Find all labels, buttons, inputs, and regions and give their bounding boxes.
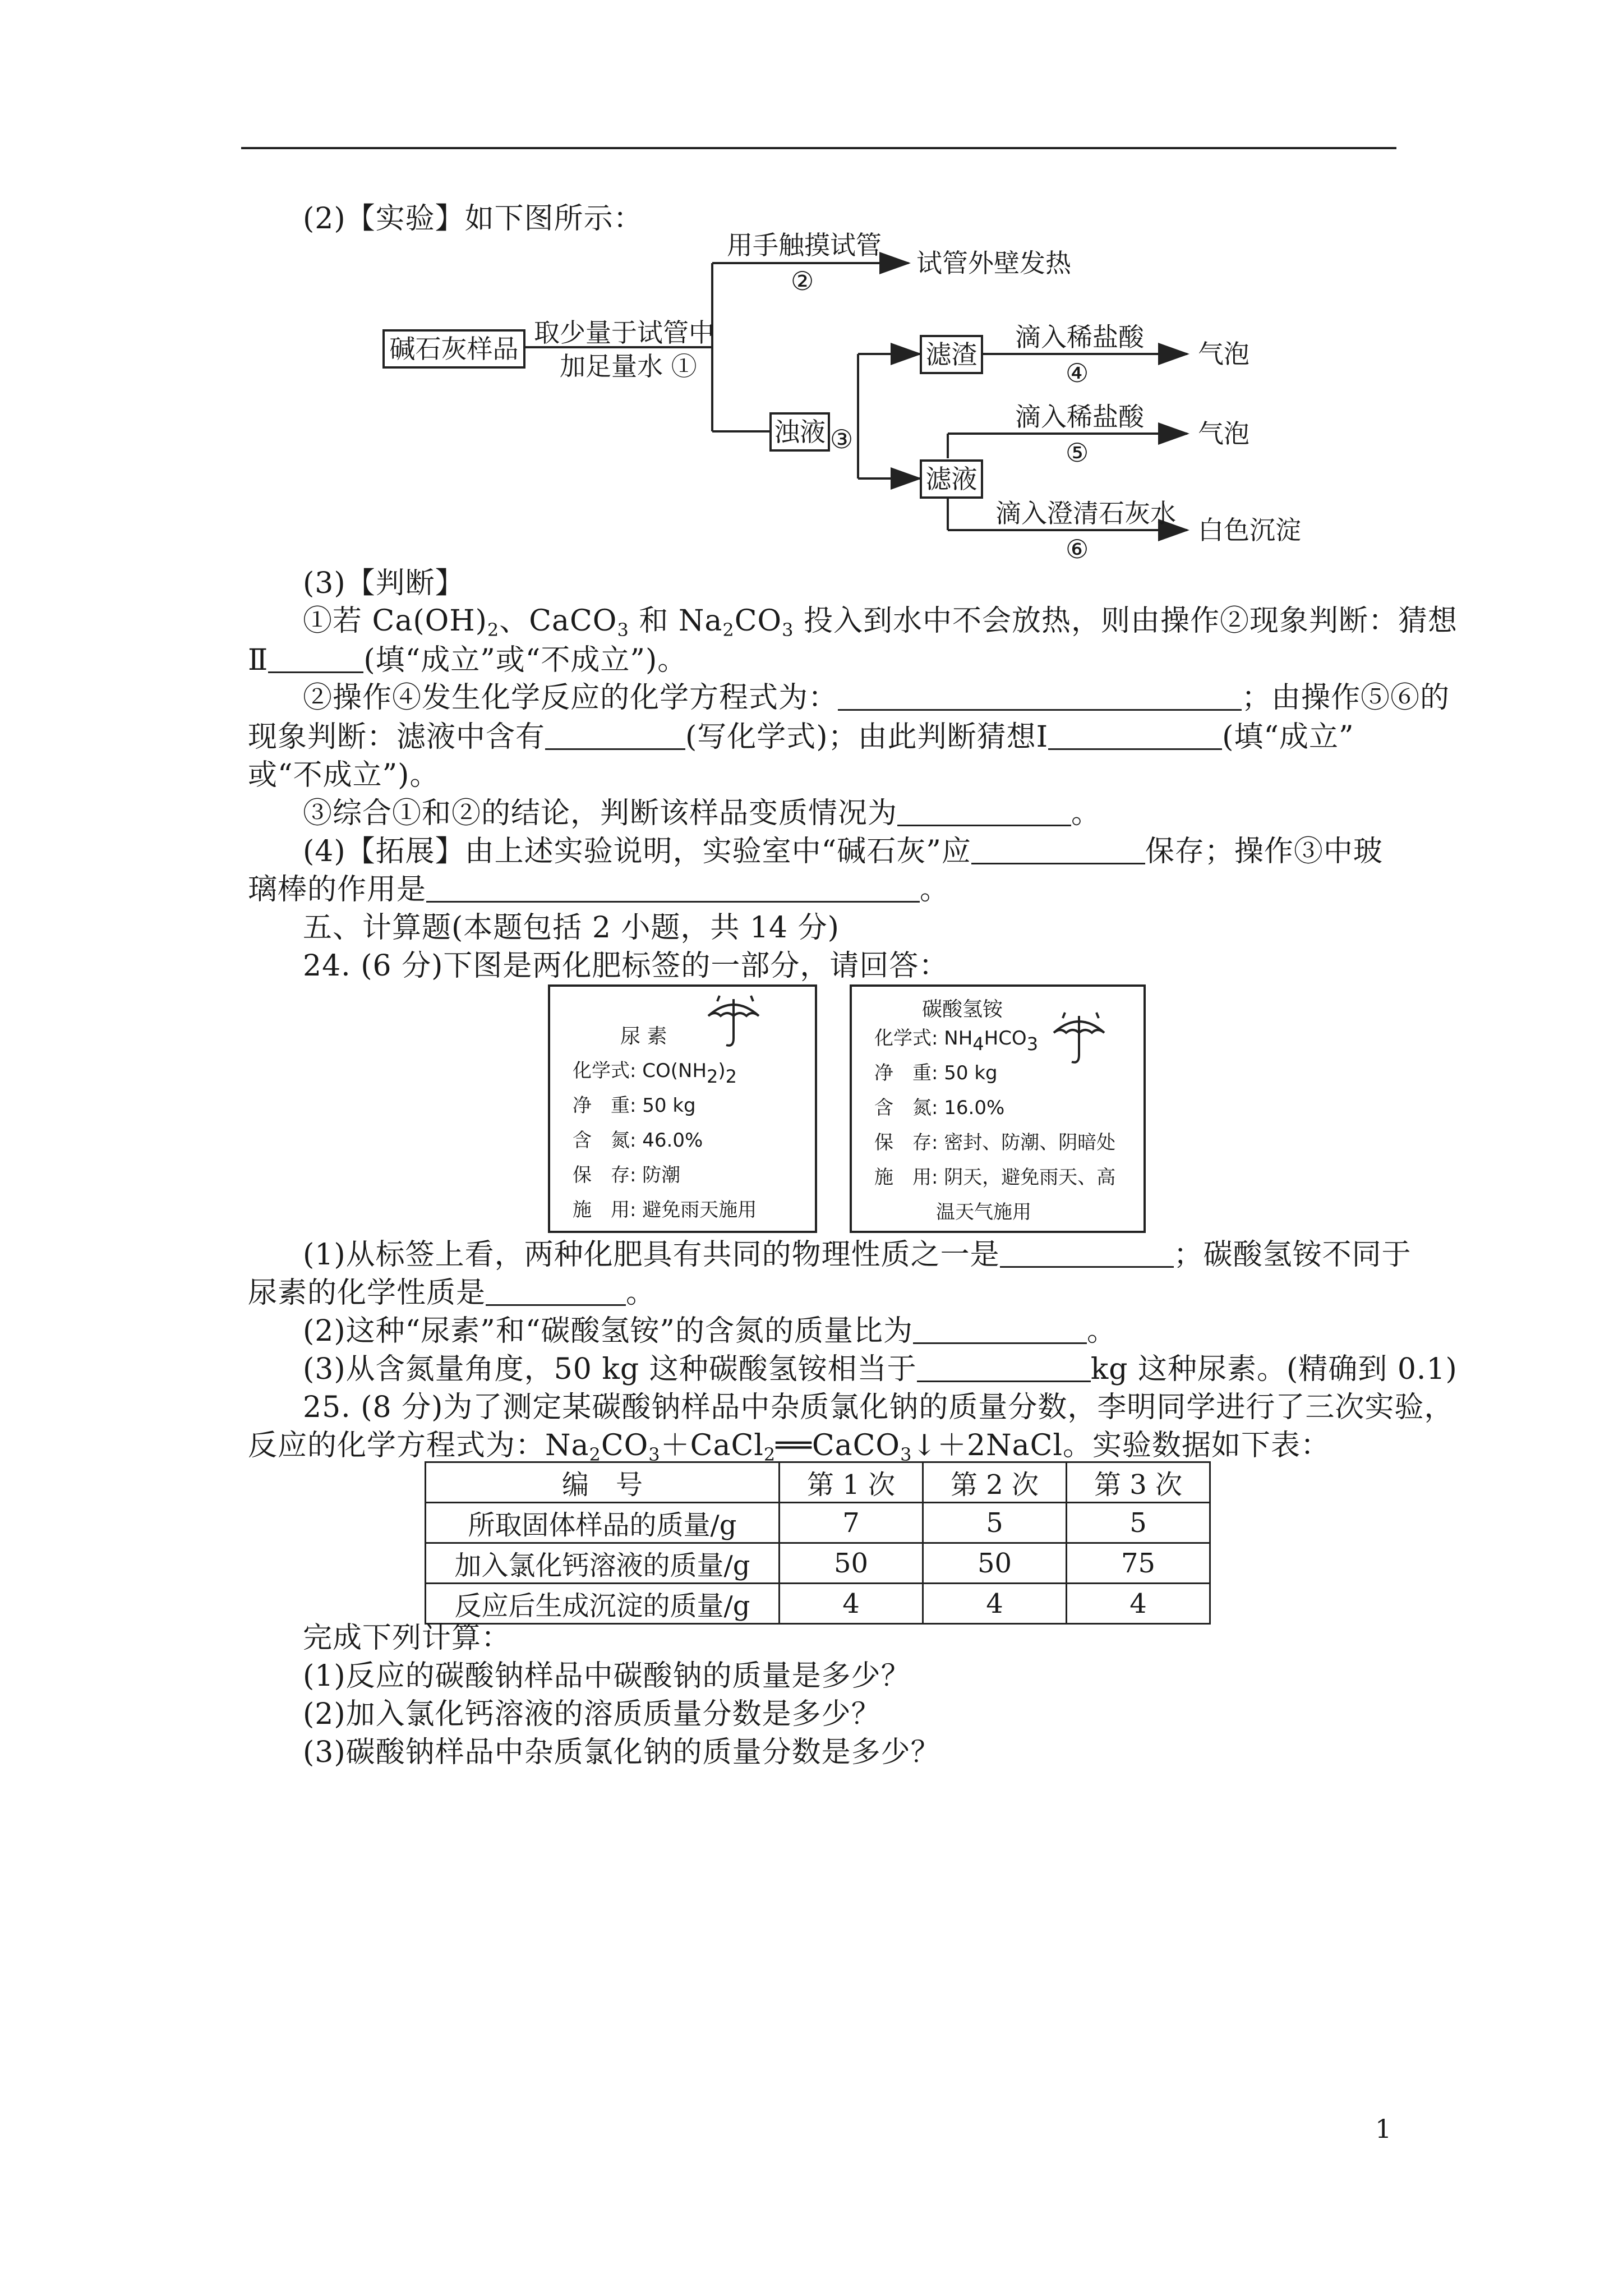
urea-storage: 保 存: 防潮 (573, 1164, 681, 1186)
q24-part1-line-2: 尿素的化学性质是 。 (248, 1276, 656, 1310)
table-cell: 50 (780, 1543, 923, 1584)
table-cell: 加入氯化钙溶液的质量/g (426, 1543, 780, 1584)
step1-label-bottom: 加足量水 ① (560, 351, 697, 381)
step6-result: 白色沉淀 (1198, 515, 1301, 545)
question-25-intro: 25. (8 分)为了测定某碳酸钠样品中杂质氯化钠的质量分数，李明同学进行了三次实验， (303, 1391, 1454, 1424)
step5-result: 气泡 (1198, 418, 1249, 449)
table-cell: 4 (780, 1584, 923, 1624)
judgment-1-line-2: Ⅱ (填“成立”或“不成立”)。 (248, 643, 688, 677)
answer-blank[interactable] (545, 721, 685, 750)
answer-blank[interactable] (913, 1315, 1087, 1344)
abc-formula: 化学式: $NH_4HCO_3$ (874, 1027, 1039, 1055)
step3-number: ③ (830, 424, 854, 454)
table-cell: 75 (1067, 1543, 1210, 1584)
abc-title: 碳酸氢铵 (922, 998, 1003, 1021)
step2-result: 试管外壁发热 (916, 248, 1071, 278)
umbrella-icon (703, 992, 764, 1054)
flow-connector-lines (381, 227, 1335, 575)
answer-blank[interactable] (838, 682, 1242, 711)
judgment-heading: (3)【判断】 (303, 567, 465, 600)
step2-label: 用手触摸试管 (727, 230, 882, 260)
answer-blank[interactable] (897, 798, 1071, 826)
table-header-cell: 编 号 (426, 1462, 780, 1503)
extension-line-2: 璃棒的作用是 。 (248, 873, 950, 907)
step5-number: ⑤ (1066, 438, 1089, 468)
table-header-row (426, 1462, 1210, 1503)
table-cell: 4 (923, 1584, 1067, 1624)
calc-instruction: 完成下列计算： (303, 1621, 511, 1655)
judgment-3-line: ③综合①和②的结论，判断该样品变质情况为 。 (303, 797, 1101, 830)
section-5-heading: 五、计算题(本题包括 2 小题，共 14 分) (303, 911, 840, 945)
table-cell: 7 (780, 1503, 923, 1543)
abc-usage-2: 温天气施用 (936, 1201, 1031, 1223)
table-row (426, 1584, 1210, 1624)
urea-title: 尿 素 (620, 1025, 667, 1048)
table-header-cell: 第 2 次 (923, 1462, 1067, 1503)
table-cell: 5 (923, 1503, 1067, 1543)
table-row (426, 1503, 1210, 1543)
answer-blank[interactable] (971, 836, 1145, 864)
abc-nitrogen: 含 氮: 16.0% (874, 1097, 1005, 1119)
table-cell: 4 (1067, 1584, 1210, 1624)
page-number: 1 (1375, 2114, 1392, 2144)
q24-part3-line: (3)从含氮量角度，50 kg 这种碳酸氢铵相当于 kg 这种尿素。(精确到 0.1) (303, 1352, 1458, 1386)
sample-box: 碱石灰样品 (382, 329, 525, 369)
judgment-1-line: ①若 $Ca(OH)_2$、CaCO$_3$ 和 $Na_2CO_3$ 投入到水中不会放热，则由操作②现象判断：猜想 (303, 604, 1458, 641)
judgment-2-line-3: 或“不成立”)。 (248, 758, 440, 792)
table-cell: 50 (923, 1543, 1067, 1584)
calc-question-1: (1)反应的碳酸钠样品中碳酸钠的质量是多少？ (303, 1659, 911, 1693)
abc-weight: 净 重: 50 kg (874, 1062, 998, 1084)
answer-blank[interactable] (268, 645, 363, 673)
header-rule (241, 147, 1396, 149)
turbid-liquid-box: 浊液 (769, 412, 830, 452)
experiment-heading: (2)【实验】如下图所示： (303, 202, 643, 236)
urea-formula: 化学式: $CO(NH_2)_2$ (573, 1060, 737, 1087)
question-24-intro: 24. (6 分)下图是两化肥标签的一部分，请回答： (303, 949, 949, 983)
table-cell: 反应后生成沉淀的质量/g (426, 1584, 780, 1624)
step4-result: 气泡 (1198, 339, 1249, 369)
step5-label: 滴入稀盐酸 (1015, 402, 1144, 432)
answer-blank[interactable] (1048, 721, 1222, 750)
table-cell: 所取固体样品的质量/g (426, 1503, 780, 1543)
umbrella-icon (1048, 1009, 1110, 1071)
calc-question-2: (2)加入氯化钙溶液的溶质质量分数是多少？ (303, 1697, 881, 1731)
step4-label: 滴入稀盐酸 (1015, 322, 1144, 352)
abc-usage-1: 施 用: 阴天，避免雨天、高 (874, 1166, 1116, 1189)
step1-label-top: 取少量于试管中 (534, 318, 714, 348)
urea-nitrogen: 含 氮: 46.0% (573, 1129, 703, 1152)
step6-number: ⑥ (1066, 534, 1089, 564)
judgment-2-line-2: 现象判断：滤液中含有 (写化学式)；由此判断猜想Ⅰ (填“成立” (248, 720, 1354, 754)
urea-usage: 施 用: 避免雨天施用 (573, 1199, 757, 1221)
step2-number: ② (791, 266, 814, 296)
answer-blank[interactable] (426, 874, 920, 903)
answer-blank[interactable] (486, 1277, 626, 1306)
answer-blank[interactable] (917, 1354, 1091, 1382)
step6-label: 滴入澄清石灰水 (995, 498, 1176, 528)
table-header-cell: 第 3 次 (1067, 1462, 1210, 1503)
extension-line: (4)【拓展】由上述实验说明，实验室中“碱石灰”应 保存；操作③中玻 (303, 835, 1383, 868)
experiment-flow-diagram (381, 227, 1335, 575)
table-row (426, 1543, 1210, 1584)
table-cell: 5 (1067, 1503, 1210, 1543)
filtrate-box: 滤液 (920, 459, 983, 499)
abc-storage: 保 存: 密封、防潮、阴暗处 (874, 1131, 1116, 1154)
step4-number: ④ (1066, 358, 1089, 388)
ammonium-bicarbonate-label-card (850, 984, 1146, 1233)
calc-question-3: (3)碳酸钠样品中杂质氯化钠的质量分数是多少？ (303, 1736, 940, 1769)
q24-part2-line: (2)这种“尿素”和“碳酸氢铵”的含氮的质量比为 。 (303, 1314, 1117, 1348)
table-header-cell: 第 1 次 (780, 1462, 923, 1503)
urea-label-card (548, 984, 817, 1233)
experiment-data-table (425, 1461, 1211, 1625)
q24-part1-line: (1)从标签上看，两种化肥具有共同的物理性质之一是 ；碳酸氢铵不同于 (303, 1238, 1412, 1272)
answer-blank[interactable] (1000, 1239, 1174, 1268)
question-25-equation: 反应的化学方程式为：$Na_2CO_3+CaCl_2══CaCO_3↓+2NaCl$。实验数据如下表： (248, 1429, 1330, 1465)
urea-weight: 净 重: 50 kg (573, 1094, 696, 1117)
residue-box: 滤渣 (920, 335, 983, 374)
judgment-2-line: ②操作④发生化学反应的化学方程式为： ；由操作⑤⑥的 (303, 681, 1450, 715)
